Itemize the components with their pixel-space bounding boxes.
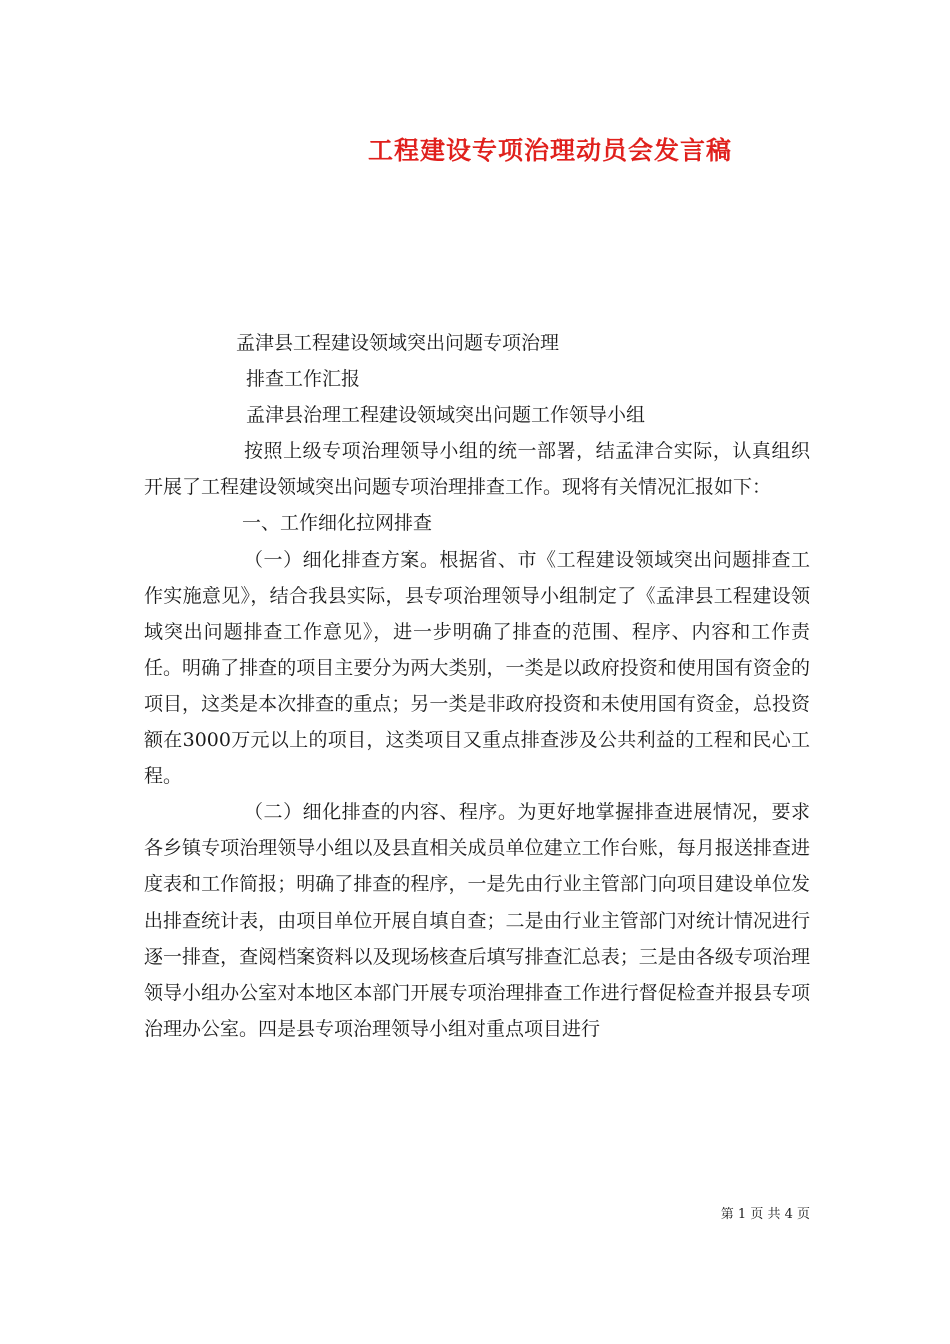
document-body bbox=[144, 325, 810, 1047]
paragraph-1: （一）细化排查方案。根据省、市《工程建设领域突出问题排查工作实施意见》，结合我县实际，县专项治理领导小组制定了《孟津县工程建设领域突出问题排查工作意见》，进一步明确了排查的范围、程序、内容和工作责任。明确了排查的项目主要分为两大类别，一类是以政府投资和使用国有资金的项目，这类是本次排查的重点；另一类是非政府投资和未使用国有资金，总投资额在3000万元以上的项目，这类项目又重点排查涉及公共利益的工程和民心工程。 bbox=[144, 548, 810, 788]
intro-paragraph: 按照上级专项治理领导小组的统一部署，结孟津合实际，认真组织开展了工程建设领域突出问题专项治理排查工作。现将有关情况汇报如下： bbox=[144, 440, 810, 499]
report-heading-line-2: 排查工作汇报 bbox=[246, 368, 361, 391]
report-author-line: 孟津县治理工程建设领域突出问题工作领导小组 bbox=[246, 404, 646, 427]
document-title: 工程建设专项治理动员会发言稿 bbox=[367, 136, 732, 165]
paragraph-2: （二）细化排查的内容、程序。为更好地掌握排查进展情况，要求各乡镇专项治理领导小组以及县直相关成员单位建立工作台账，每月报送排查进度表和工作简报；明确了排查的程序，一是先由行业主管部门向项目建设单位发出排查统计表，由项目单位开展自填自查；二是由行业主管部门对统计情况进行逐一排查，查阅档案资料以及现场核查后填写排查汇总表；三是由各级专项治理领导小组办公室对本地区本部门开展专项治理排查工作进行督促检查并报县专项治理办公室。四是县专项治理领导小组对重点项目进行 bbox=[144, 801, 810, 1040]
section-1-heading: 一、工作细化拉网排查 bbox=[242, 512, 433, 535]
report-heading-line-1: 孟津县工程建设领域突出问题专项治理 bbox=[236, 332, 560, 354]
page-number: 第 1 页 共 4 页 bbox=[720, 1207, 810, 1222]
